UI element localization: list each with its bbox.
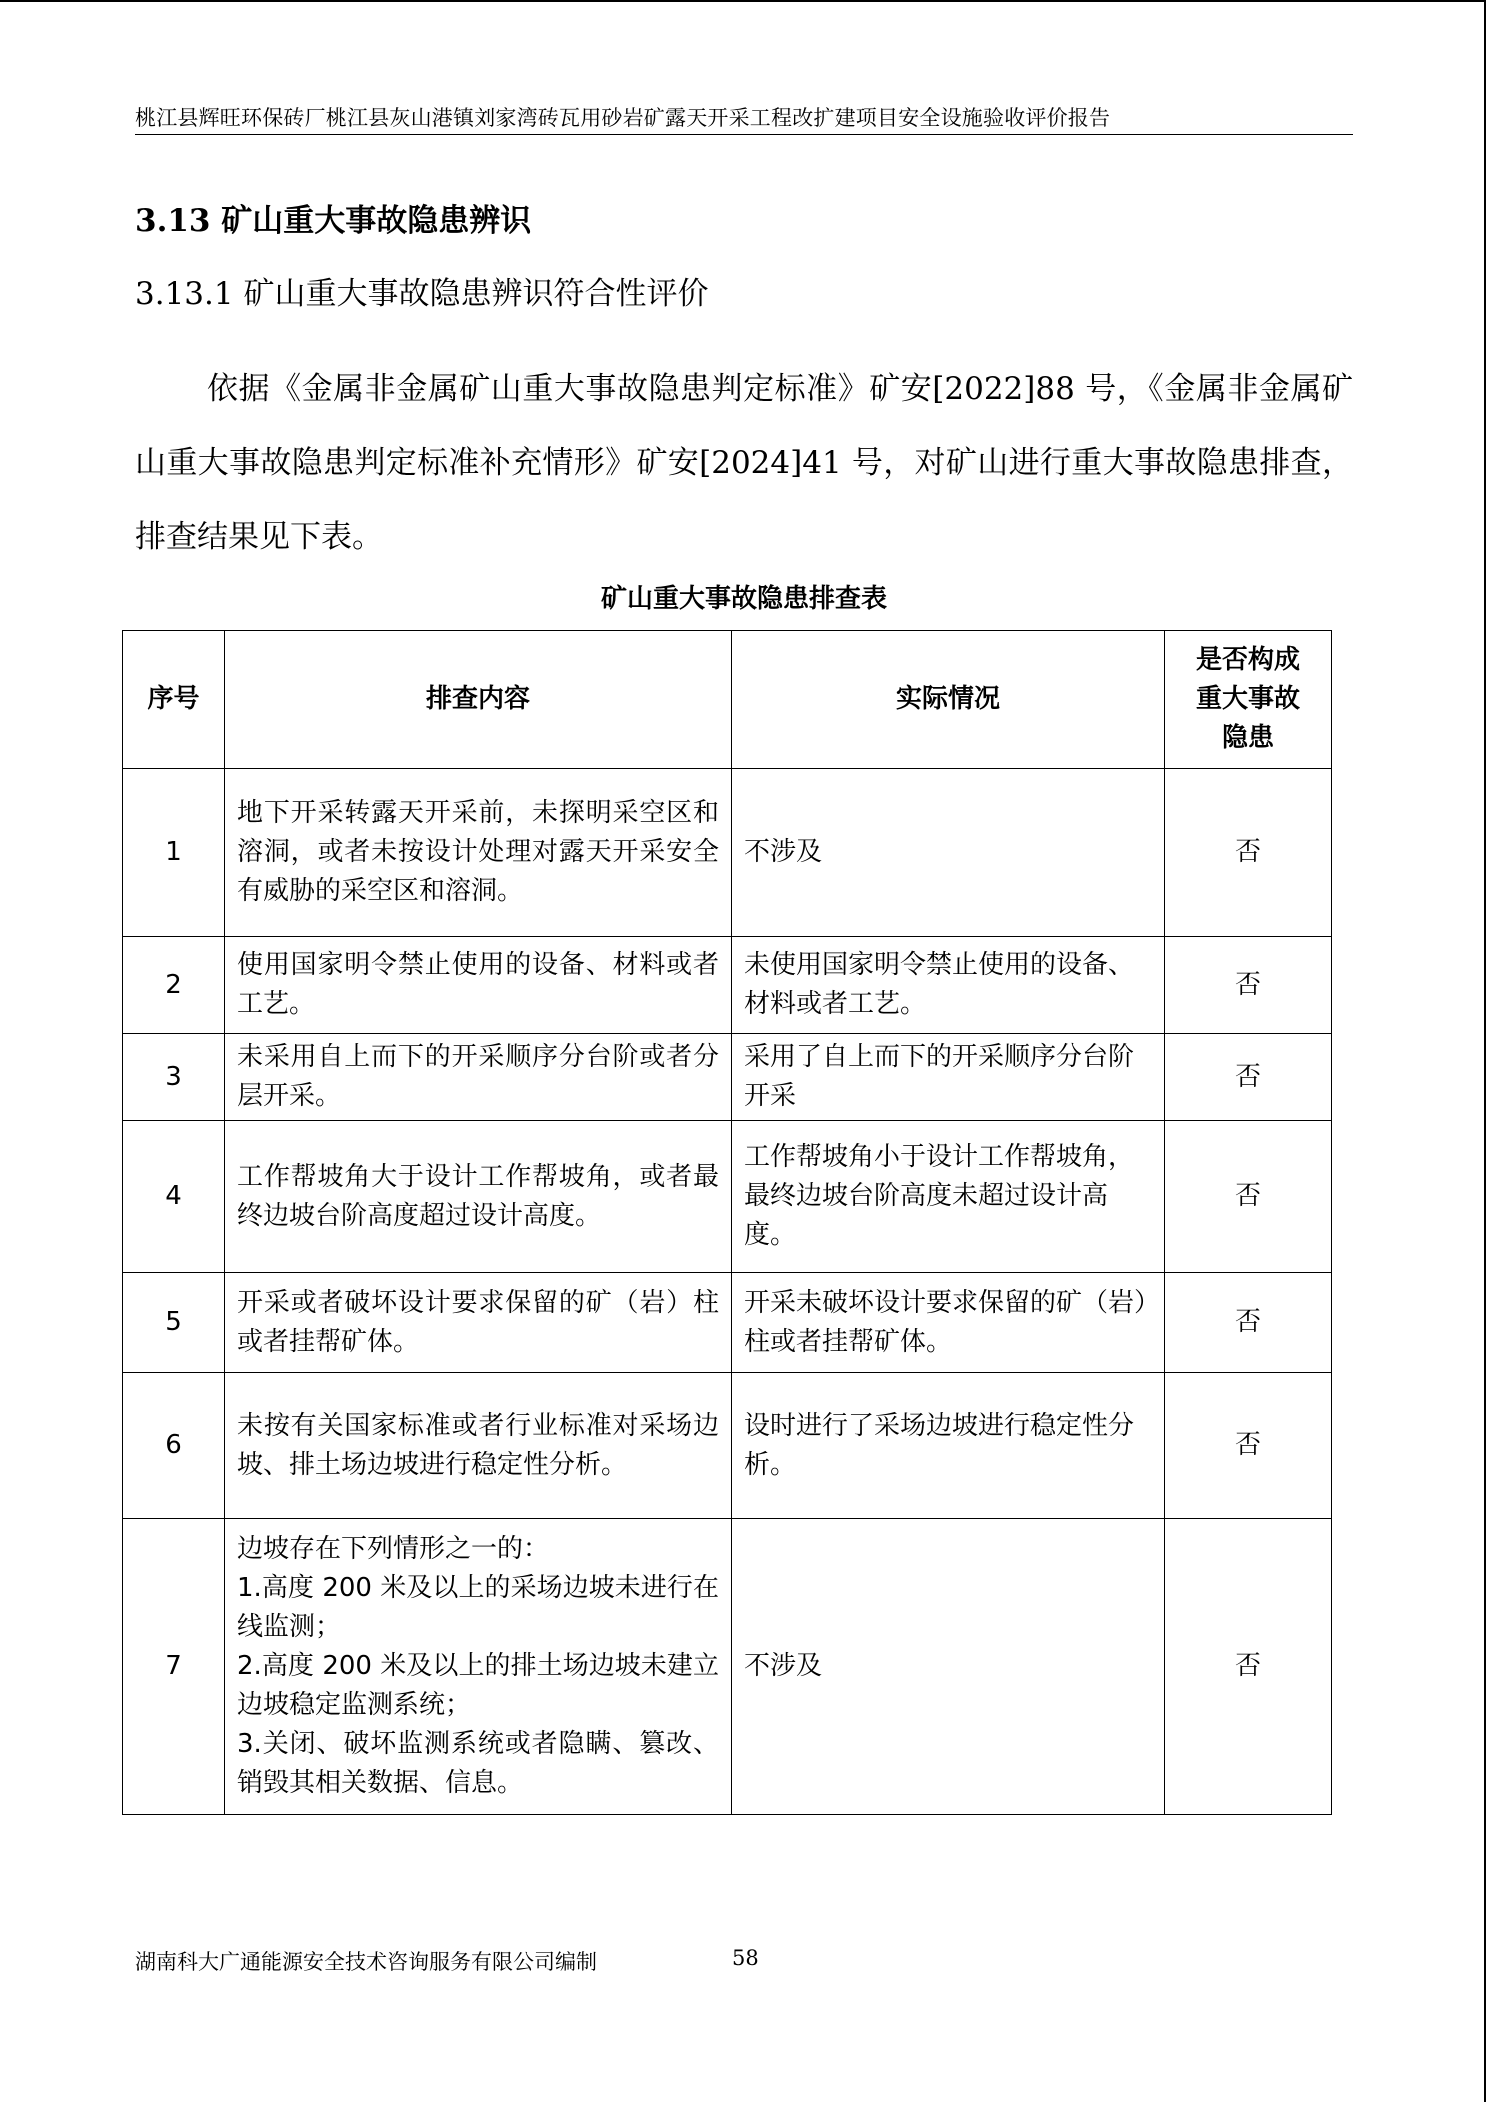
actual-line: 未使用国家明令禁止使用的设备、材料或者工艺。 (744, 950, 1135, 1019)
header-num: 序号 (123, 631, 225, 769)
content-line: 3.关闭、破坏监测系统或者隐瞒、篡改、销毁其相关数据、信息。 (237, 1729, 719, 1798)
row-number: 4 (123, 1121, 225, 1273)
row-content (225, 769, 732, 937)
actual-line: 不涉及 (744, 1651, 823, 1681)
row-number: 6 (123, 1373, 225, 1519)
header-result-line2: 重大事故 (1195, 684, 1300, 714)
row-content (225, 1519, 732, 1815)
running-header: 桃江县辉旺环保砖厂桃江县灰山港镇刘家湾砖瓦用砂岩矿露天开采工程改扩建项目安全设施验收评价报告 (135, 106, 1111, 130)
row-content (225, 1121, 732, 1273)
header-result (1165, 631, 1332, 769)
row-number: 7 (123, 1519, 225, 1815)
content-line: 未按有关国家标准或者行业标准对采场边坡、排土场边坡进行稳定性分析。 (237, 1410, 719, 1480)
row-number: 1 (123, 769, 225, 937)
row-actual (732, 1034, 1165, 1121)
row-actual (732, 1519, 1165, 1815)
footer-company: 湖南科大广通能源安全技术咨询服务有限公司编制 (135, 1950, 597, 1974)
row-result: 否 (1165, 1273, 1332, 1373)
row-actual (732, 1273, 1165, 1373)
row-actual (732, 937, 1165, 1034)
table-row (123, 1034, 1332, 1121)
row-number: 5 (123, 1273, 225, 1373)
row-result: 否 (1165, 1519, 1332, 1815)
row-actual (732, 1121, 1165, 1273)
table-header-row (123, 631, 1332, 769)
row-number: 2 (123, 937, 225, 1034)
row-content (225, 1373, 732, 1519)
table-row (123, 937, 1332, 1034)
actual-line: 工作帮坡角小于设计工作帮坡角，最终边坡台阶高度未超过设计高度。 (744, 1142, 1135, 1250)
content-line: 2.高度 200 米及以上的排土场边坡未建立边坡稳定监测系统； (237, 1651, 719, 1720)
row-content (225, 937, 732, 1034)
content-line: 边坡存在下列情形之一的： (237, 1534, 550, 1564)
row-actual (732, 769, 1165, 937)
section-heading: 3.13 矿山重大事故隐患辨识 (135, 203, 532, 239)
row-result: 否 (1165, 1373, 1332, 1519)
header-result-line3: 隐患 (1221, 723, 1274, 753)
table-row (123, 1273, 1332, 1373)
actual-line: 不涉及 (744, 837, 823, 867)
table-row (123, 769, 1332, 937)
row-result: 否 (1165, 1121, 1332, 1273)
hazard-table (122, 630, 1332, 1815)
subsection-heading: 3.13.1 矿山重大事故隐患辨识符合性评价 (135, 276, 709, 312)
content-line: 未采用自上而下的开采顺序分台阶或者分层开采。 (237, 1042, 719, 1111)
actual-line: 开采未破坏设计要求保留的矿（岩）柱或者挂帮矿体。 (744, 1287, 1148, 1357)
content-line: 地下开采转露天开采前，未探明采空区和溶洞，或者未按设计处理对露天开采安全有威胁的采空区和溶洞。 (237, 798, 719, 906)
header-result-line1: 是否构成 (1195, 645, 1300, 675)
content-line: 开采或者破坏设计要求保留的矿（岩）柱或者挂帮矿体。 (237, 1287, 719, 1357)
row-content (225, 1273, 732, 1373)
content-line: 工作帮坡角大于设计工作帮坡角，或者最终边坡台阶高度超过设计高度。 (237, 1161, 719, 1231)
table-row (123, 1519, 1332, 1815)
page-number: 58 (732, 1946, 759, 1970)
header-content: 排查内容 (225, 631, 732, 769)
row-content (225, 1034, 732, 1121)
row-result: 否 (1165, 1034, 1332, 1121)
header-rule (135, 134, 1353, 135)
row-result: 否 (1165, 769, 1332, 937)
content-line: 1.高度 200 米及以上的采场边坡未进行在线监测； (237, 1573, 719, 1642)
table-body (123, 769, 1332, 1815)
table-row (123, 1373, 1332, 1519)
actual-line: 设时进行了采场边坡进行稳定性分析。 (744, 1410, 1135, 1480)
row-number: 3 (123, 1034, 225, 1121)
table-title: 矿山重大事故隐患排查表 (600, 584, 887, 614)
row-actual (732, 1373, 1165, 1519)
table-row (123, 1121, 1332, 1273)
header-actual: 实际情况 (732, 631, 1165, 769)
content-line: 使用国家明令禁止使用的设备、材料或者工艺。 (237, 950, 719, 1019)
row-result: 否 (1165, 937, 1332, 1034)
body-paragraph: 依据《金属非金属矿山重大事故隐患判定标准》矿安[2022]88 号，《金属非金属矿山重大事故隐患判定标准补充情形》矿安[2024]41 号，对矿山进行重大事故隐患排查，排查结果见下表。 (135, 371, 1353, 555)
actual-line: 采用了自上而下的开采顺序分台阶开采 (744, 1042, 1135, 1111)
